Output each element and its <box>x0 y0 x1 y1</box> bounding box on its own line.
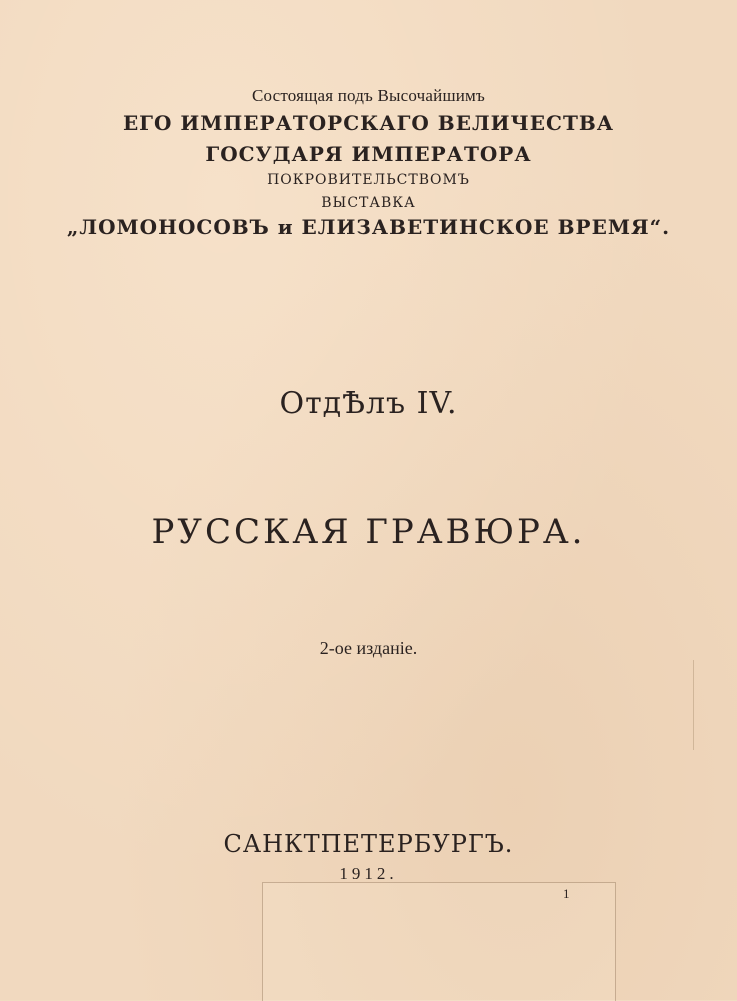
main-title: РУССКАЯ ГРАВЮРА. <box>151 512 586 552</box>
paper-crease <box>693 660 694 750</box>
section-heading: ОтдѢлъ IV. <box>279 386 458 421</box>
exhibition-label: ВЫСТАВКА <box>321 195 416 211</box>
page-number: 1 <box>563 886 570 901</box>
publication-year: 1912. <box>339 864 398 883</box>
publication-city: САНКТПЕТЕРБУРГЪ. <box>223 830 514 858</box>
edition-label: 2-ое изданіе. <box>319 638 418 658</box>
emperor-line: ГОСУДАРЯ ИМПЕРАТОРА <box>205 142 532 166</box>
majesty-line: ЕГО ИМПЕРАТОРСКАГО ВЕЛИЧЕСТВА <box>122 111 615 135</box>
protection-line: ПОКРОВИТЕЛЬСТВОМЪ <box>267 172 470 188</box>
patronage-line: Состоящая подъ Высочайшимъ <box>251 86 485 105</box>
exhibition-name: „ЛОМОНОСОВЪ и ЕЛИЗАВЕТИНСКОЕ ВРЕМЯ“. <box>66 215 671 239</box>
